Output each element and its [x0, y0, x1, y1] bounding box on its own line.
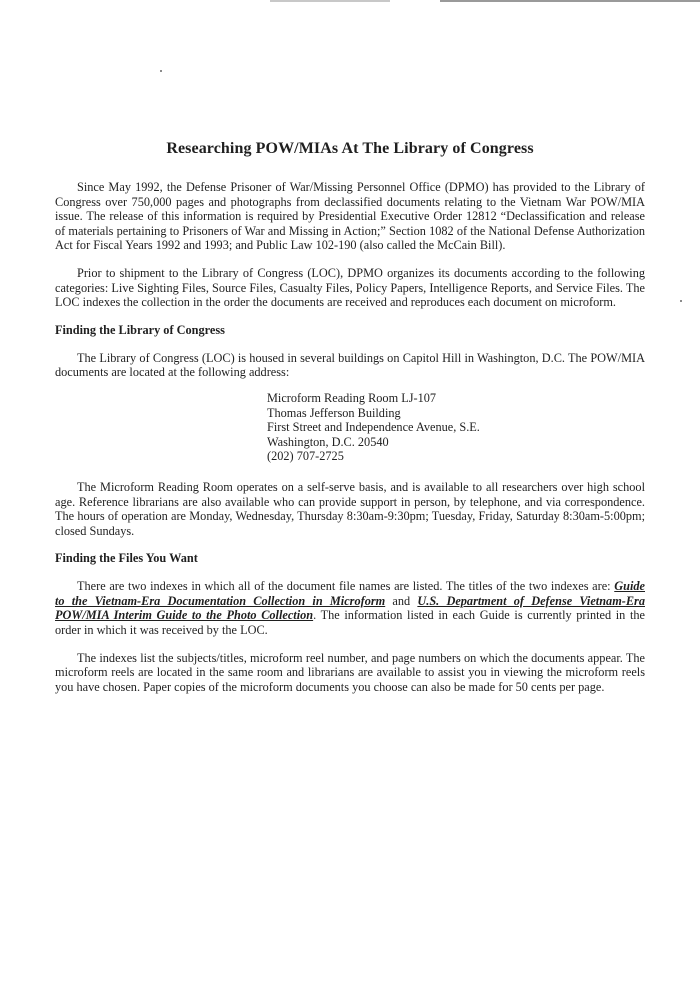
- address-line: Washington, D.C. 20540: [267, 434, 389, 449]
- scan-speck: [160, 70, 162, 72]
- address-line: (202) 707-2725: [267, 449, 344, 464]
- address-line: First Street and Independence Avenue, S.E.: [267, 420, 480, 435]
- address-block: [267, 391, 645, 464]
- intro-paragraph-1: Since May 1992, the Defense Prisoner of War/Missing Personnel Office (DPMO) has provided to the Library of Congress over 750,000 pages and photographs from declassified documents relating to the Vietnam War POW/MIA issue. The release of this information is required by Presidential Executive Order 12812 “Declassification and release of materials pertaining to Prisoners of War and Missing in Action;” Section 1082 of the National Defense Authorization Act for Fiscal Years 1992 and 1993; and Public Law 102-190 (also called the McCain Bill).: [55, 180, 645, 253]
- section-heading-finding-loc: Finding the Library of Congress: [55, 322, 225, 337]
- section-paragraph: The Microform Reading Room operates on a self-serve basis, and is available to all researchers over high school age. Reference librarians are also available who can provide support in person, by telephone, and via correspondence. The hours of operation are Monday, Wednesday, Thursday 8:30am-9:30pm; Tuesday, Friday, Saturday 8:30am-5:00pm; closed Sundays.: [55, 479, 645, 538]
- text-run: . The information listed in each Guide is currently printed in the order in which it was received by the LOC.: [55, 608, 645, 638]
- intro-paragraph-2: Prior to shipment to the Library of Congress (LOC), DPMO organizes its documents according to the following categories: Live Sighting Files, Source Files, Casualty Files, Policy Papers, Intelligence Reports, and Service Files. The LOC indexes the collection in the order the documents are received and reproduces each document on microform.: [55, 265, 645, 310]
- section-paragraph: The Library of Congress (LOC) is housed in several buildings on Capitol Hill in Washington, D.C. The POW/MIA documents are located at the following address:: [55, 350, 645, 380]
- scan-artifact-line: [440, 0, 700, 2]
- index-title-1: Guide to the Vietnam-Era Documentation Collection in Microform: [55, 579, 645, 608]
- text-run: There are two indexes in which all of the document file names are listed. The titles of the two indexes are:: [77, 579, 615, 594]
- indexes-paragraph: [55, 579, 645, 637]
- index-title-2: U.S. Department of Defense Vietnam-Era POW/MIA Interim Guide to the Photo Collection: [55, 593, 645, 623]
- address-line: Microform Reading Room LJ-107: [267, 390, 437, 405]
- text-run: and: [385, 593, 418, 608]
- section-heading-finding-files: Finding the Files You Want: [55, 551, 198, 566]
- document-title: Researching POW/MIAs At The Library of Congress: [166, 140, 534, 157]
- scan-artifact-line: [270, 0, 390, 2]
- section-paragraph: The indexes list the subjects/titles, microform reel number, and page numbers on which the documents appear. The microform reels are located in the same room and librarians are available to assist you in viewing the microform reels you have chosen. Paper copies of the microform documents you choose can also be made for 50 cents per page.: [55, 650, 645, 694]
- address-line: Thomas Jefferson Building: [267, 405, 401, 420]
- scan-speck: [680, 300, 682, 302]
- document-page: [55, 140, 645, 707]
